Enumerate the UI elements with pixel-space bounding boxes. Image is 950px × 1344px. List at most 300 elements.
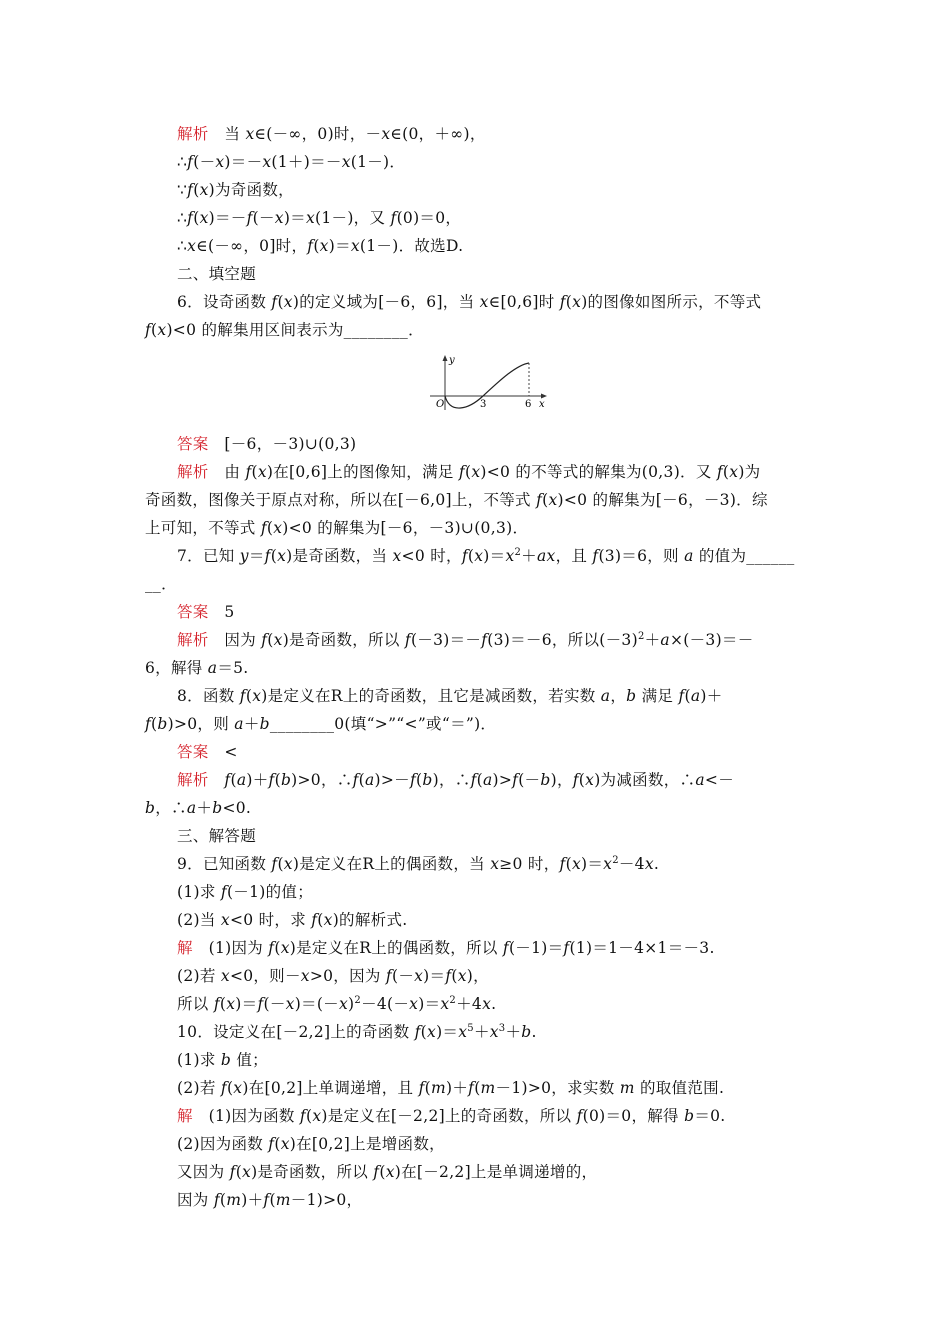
text-run: )为奇函数， <box>208 181 294 199</box>
text-run: 9．已知函数 <box>177 855 272 873</box>
math-variable: x <box>409 995 419 1013</box>
text-run: ( <box>274 939 281 957</box>
text-run: 6．设奇函数 <box>177 293 272 311</box>
math-variable: f <box>311 911 318 929</box>
math-variable: f <box>468 1079 475 1097</box>
text-line <box>177 602 235 622</box>
text-run: 奇函数，图像关于原点对称，所以在[－6,0]上，不等式 <box>145 491 537 509</box>
text-line <box>177 264 256 284</box>
math-variable: f <box>414 1023 421 1041</box>
text-run: ＝5. <box>217 659 249 677</box>
text-run: 10．设定义在[－2,2]上的奇函数 <box>177 1023 415 1041</box>
math-variable: f <box>268 1135 275 1153</box>
math-variable: b <box>212 799 223 817</box>
text-run: ( <box>266 519 274 537</box>
text-run: 的值为______ <box>693 547 795 565</box>
math-variable: x <box>489 1023 499 1041</box>
text-run: )的图像如图所示，不等式 <box>581 293 762 311</box>
text-run: (0)＝0，解得 <box>582 1107 685 1125</box>
text-run: )是定义在R上的偶函数，当 <box>292 855 491 873</box>
text-run: )的解析式. <box>332 911 408 929</box>
math-variable: f <box>239 687 246 705</box>
label-tag: 解 <box>177 1107 193 1125</box>
math-variable: f <box>563 939 570 957</box>
text-run: 又因为 <box>177 1163 230 1181</box>
math-variable: x <box>312 1107 322 1125</box>
text-run: ( <box>684 687 691 705</box>
math-variable: m <box>275 1191 291 1209</box>
text-run: (－ <box>391 967 415 985</box>
math-variable: x <box>440 995 450 1013</box>
text-run: ( <box>565 855 572 873</box>
text-run: )<0 的解集为[－6，－3)∪(0,3)． <box>282 519 529 537</box>
text-run: －1)>0， <box>290 1191 363 1209</box>
text-run: )＝－ <box>224 153 263 171</box>
text-run: )＋ <box>246 771 269 789</box>
text-run <box>209 771 225 789</box>
text-run: (－ <box>518 771 541 789</box>
math-variable: x <box>220 911 230 929</box>
text-run: (2)当 <box>177 911 221 929</box>
text-run: ( <box>313 237 320 255</box>
text-run: )＋ <box>445 1079 469 1097</box>
text-run: (－1)的值； <box>226 883 313 901</box>
math-variable: f <box>187 181 194 199</box>
text-run: )＝ <box>423 967 446 985</box>
text-run: ＋ <box>473 1023 490 1041</box>
text-run: (0)＝0， <box>396 209 462 227</box>
text-line <box>177 292 761 312</box>
math-variable: f <box>268 771 275 789</box>
text-run: ( <box>476 771 483 789</box>
text-run: ( <box>235 1163 243 1181</box>
text-run: )是奇函数，所以 <box>251 1163 374 1181</box>
text-run: 因为 <box>208 631 262 649</box>
text-run: ( <box>151 321 158 339</box>
math-variable: x <box>242 1163 252 1181</box>
math-variable: f <box>307 237 314 255</box>
math-variable: f <box>409 771 417 789</box>
math-variable: a <box>234 715 244 733</box>
text-run: ( <box>565 293 573 311</box>
text-line <box>177 124 486 144</box>
text-run: ( <box>277 855 284 873</box>
text-line <box>145 574 177 594</box>
math-variable: a <box>207 659 218 677</box>
text-run: ( <box>219 995 227 1013</box>
math-variable: b <box>220 1051 232 1069</box>
origin-label: O <box>436 399 445 410</box>
math-variable: f <box>352 771 359 789</box>
math-variable: x <box>338 995 349 1013</box>
text-run: 的取值范围. <box>634 1079 725 1097</box>
text-line <box>177 938 715 958</box>
math-variable: x <box>729 463 739 481</box>
text-run: ( <box>722 463 730 481</box>
text-run: (3)＝6，则 <box>598 547 685 565</box>
text-run: －1)>0，求实数 <box>495 1079 620 1097</box>
math-variable: f <box>260 519 267 537</box>
text-run: ＋ <box>243 715 260 733</box>
label-tag: 答案 <box>177 743 209 761</box>
math-variable: x <box>257 463 267 481</box>
text-run: ( <box>230 771 237 789</box>
text-run: ＝0. <box>694 1107 726 1125</box>
text-run: ( <box>358 771 365 789</box>
math-variable: f <box>245 463 252 481</box>
text-line <box>177 854 659 874</box>
math-variable: f <box>257 995 264 1013</box>
text-run: ＋ <box>644 631 661 649</box>
text-run: )是奇函数，所以 <box>282 631 405 649</box>
math-variable: x <box>274 209 284 227</box>
text-run: (1－)，又 <box>315 209 391 227</box>
text-line <box>177 882 313 902</box>
math-variable: f <box>572 771 579 789</box>
text-run: ( <box>474 1079 481 1097</box>
text-line <box>177 826 256 846</box>
text-run: ( <box>379 1163 386 1181</box>
superscript: 2 <box>449 995 457 1006</box>
function-curve <box>445 363 532 410</box>
math-variable: x <box>427 1023 437 1041</box>
text-run: (－1)＝ <box>508 939 564 957</box>
tick-label-3: 3 <box>480 399 487 410</box>
y-axis-label: y <box>449 355 455 366</box>
x-axis-arrow <box>541 394 547 399</box>
math-variable: f <box>502 939 509 957</box>
text-run: ( <box>317 911 324 929</box>
text-run: ( <box>270 547 278 565</box>
math-variable: b <box>521 1023 532 1041</box>
text-run: 因为 <box>177 1191 214 1209</box>
text-run: ( <box>269 1191 276 1209</box>
text-run: ( <box>193 209 200 227</box>
text-line <box>145 714 496 734</box>
label-tag: 解析 <box>177 771 209 789</box>
text-run: __． <box>145 575 177 593</box>
text-line <box>177 434 356 454</box>
text-run: ( <box>251 463 258 481</box>
text-run: ( <box>267 631 274 649</box>
text-run: (1)求 <box>177 1051 221 1069</box>
math-variable: a <box>482 771 493 789</box>
text-run: －4 <box>618 855 645 873</box>
math-variable: m <box>430 1079 446 1097</box>
text-line <box>177 236 463 256</box>
math-variable: f <box>404 631 411 649</box>
text-line <box>177 546 795 566</box>
text-run: 所以 <box>177 995 214 1013</box>
math-variable: x <box>215 153 225 171</box>
math-variable: x <box>283 293 293 311</box>
text-run: <0. <box>222 799 252 817</box>
y-axis-arrow <box>443 355 448 361</box>
text-run: )＝ <box>483 547 506 565</box>
text-run: )是定义在R上的偶函数，所以 <box>289 939 503 957</box>
math-variable: f <box>261 631 268 649</box>
math-variable: x <box>199 209 209 227</box>
text-run: ( <box>420 1023 428 1041</box>
text-run: ∵ <box>177 181 188 199</box>
text-run: >0，因为 <box>309 967 386 985</box>
text-run: ∴ <box>177 209 188 227</box>
text-run: (3)＝－6，所以(－3) <box>487 631 638 649</box>
text-run: (1－)． <box>350 153 406 171</box>
math-variable: a <box>186 799 197 817</box>
math-variable: a <box>695 771 705 789</box>
math-variable: b <box>684 1107 695 1125</box>
text-line <box>177 462 760 482</box>
math-variable: f <box>373 1163 380 1181</box>
text-run: <0 时， <box>401 547 462 565</box>
text-run: ∈(－∞，0]时， <box>196 237 308 255</box>
math-variable: x <box>273 519 283 537</box>
text-run: )， <box>466 967 489 985</box>
text-run: (1＋)＝－ <box>271 153 342 171</box>
math-variable: f <box>246 209 253 227</box>
math-variable: f <box>187 153 194 171</box>
text-run: )＝－ <box>208 209 247 227</box>
math-variable: f <box>559 293 566 311</box>
text-run: ∴ <box>177 237 188 255</box>
label-tag: 解析 <box>177 125 209 143</box>
label-tag: 答案 <box>177 603 209 621</box>
superscript: 2 <box>514 547 522 558</box>
text-run: )＝ <box>235 995 258 1013</box>
text-run: ( <box>274 1135 281 1153</box>
text-run: ( <box>578 771 586 789</box>
text-run: ＋ <box>505 1023 522 1041</box>
math-variable: x <box>381 125 391 143</box>
text-run: ) <box>348 995 355 1013</box>
math-variable: x <box>385 1163 395 1181</box>
label-tag: 解析 <box>177 463 209 481</box>
text-run: ( <box>226 1079 234 1097</box>
math-variable: x <box>187 237 197 255</box>
text-line <box>177 180 294 200</box>
text-run: )＝(－ <box>294 995 339 1013</box>
math-variable: f <box>299 1107 306 1125</box>
math-variable: x <box>300 967 310 985</box>
math-variable: b <box>540 771 551 789</box>
text-line <box>145 658 249 678</box>
label-tag: 答案 <box>177 435 209 453</box>
math-variable: x <box>457 967 467 985</box>
math-variable: x <box>233 1079 243 1097</box>
text-line <box>177 966 489 986</box>
math-variable: f <box>678 687 685 705</box>
math-variable: a <box>236 771 247 789</box>
math-variable: a <box>600 687 611 705</box>
text-run: ∈(0，＋∞)， <box>390 125 486 143</box>
math-variable: a <box>660 631 670 649</box>
text-run: 上可知，不等式 <box>145 519 261 537</box>
text-run: (－ <box>193 153 216 171</box>
text-line <box>145 490 768 510</box>
math-variable: m <box>619 1079 635 1097</box>
text-run: 7．已知 <box>177 547 240 565</box>
math-variable: x <box>414 967 424 985</box>
text-run: ( <box>424 1079 431 1097</box>
math-variable: f <box>220 883 227 901</box>
math-variable: f <box>458 463 465 481</box>
math-variable: x <box>572 293 582 311</box>
text-run: 6，解得 <box>145 659 208 677</box>
math-variable: x <box>277 547 287 565</box>
math-variable: x <box>323 911 333 929</box>
text-run: )＝ <box>283 209 306 227</box>
text-line <box>177 1050 268 1070</box>
superscript: 2 <box>354 995 362 1006</box>
text-run: 8．函数 <box>177 687 240 705</box>
math-variable: m <box>480 1079 496 1097</box>
text-run: 满足 <box>636 687 679 705</box>
text-run: ＋ <box>196 799 213 817</box>
math-variable: f <box>390 209 397 227</box>
text-run: (1)求 <box>177 883 221 901</box>
math-variable: b <box>422 771 433 789</box>
text-run: 当 <box>208 125 246 143</box>
math-variable: a <box>684 547 694 565</box>
text-run: ＝ <box>248 547 265 565</box>
text-run: (－ <box>252 209 275 227</box>
text-line <box>177 152 405 172</box>
text-run: ∈(－∞，0)时，－ <box>254 125 382 143</box>
math-variable: x <box>305 209 316 227</box>
math-variable: x <box>199 181 209 199</box>
text-line <box>177 770 734 790</box>
text-run: )＝ <box>418 995 441 1013</box>
math-variable: x <box>273 631 283 649</box>
math-variable: x <box>392 547 402 565</box>
text-run: )＋ <box>241 1191 264 1209</box>
math-variable: x <box>482 995 492 1013</box>
math-variable: x <box>644 855 654 873</box>
math-variable: a <box>690 687 701 705</box>
math-variable: x <box>571 855 581 873</box>
superscript: 2 <box>637 631 645 642</box>
text-run: 由 <box>208 463 246 481</box>
math-variable: f <box>385 967 392 985</box>
text-run: ( <box>219 1191 227 1209</box>
text-run: )在[0,6]上的图像知，满足 <box>266 463 459 481</box>
math-variable: x <box>252 687 262 705</box>
math-variable: f <box>576 1107 583 1125</box>
text-run: 值； <box>231 1051 268 1069</box>
text-run: ( <box>451 967 458 985</box>
math-variable: x <box>283 855 293 873</box>
superscript: 3 <box>498 1023 506 1034</box>
text-run: ( <box>277 293 284 311</box>
math-variable: f <box>470 771 477 789</box>
superscript: 2 <box>612 855 619 866</box>
text-run: ( <box>305 1107 313 1125</box>
text-run: )在[－2,2]上是单调递增的， <box>394 1163 598 1181</box>
text-run: )<0 的不等式的解集为(0,3)．又 <box>480 463 717 481</box>
math-variable: f <box>145 321 152 339</box>
text-line <box>145 320 424 340</box>
text-run: ＋ <box>521 547 537 565</box>
text-run: )<0 的解集用区间表示为________． <box>166 321 424 339</box>
math-variable: x <box>285 995 295 1013</box>
text-run: ∈[0,6]时 <box>488 293 560 311</box>
math-variable: f <box>512 771 519 789</box>
math-variable: ax <box>536 547 556 565</box>
text-line <box>145 518 528 538</box>
text-run: )＋ <box>700 687 723 705</box>
math-variable: a <box>364 771 375 789</box>
math-variable: x <box>319 237 329 255</box>
text-run: (2)因为函数 <box>177 1135 269 1153</box>
math-variable: x <box>490 855 500 873</box>
text-run: )＝ <box>580 855 604 873</box>
math-variable: f <box>145 715 152 733</box>
text-run: )，∴ <box>432 771 471 789</box>
text-run: ( <box>245 687 253 705</box>
text-run: )>－ <box>374 771 410 789</box>
text-run: (1)因为函数 <box>192 1107 300 1125</box>
math-variable: f <box>224 771 231 789</box>
math-variable: x <box>245 125 255 143</box>
label-tag: 解析 <box>177 631 209 649</box>
math-variable: b <box>280 771 292 789</box>
text-run: ( <box>467 547 475 565</box>
text-run: <0，则－ <box>229 967 301 985</box>
math-variable: x <box>479 293 489 311</box>
text-run: ( <box>151 715 158 733</box>
math-variable: x <box>220 967 230 985</box>
math-variable: f <box>213 1191 220 1209</box>
math-variable: f <box>268 939 275 957</box>
math-variable: f <box>264 547 271 565</box>
text-line <box>177 208 461 228</box>
math-variable: f <box>461 547 468 565</box>
math-variable: f <box>559 855 566 873</box>
math-variable: x <box>157 321 167 339</box>
math-variable: x <box>474 547 484 565</box>
text-run: ≥0 时， <box>499 855 560 873</box>
text-run: ，∴ <box>155 799 187 817</box>
text-run: )是定义在[－2,2]上的奇函数，所以 <box>321 1107 577 1125</box>
math-variable: f <box>418 1079 425 1097</box>
text-line <box>177 630 754 650</box>
math-variable: x <box>603 855 613 873</box>
text-run: 三、解答题 <box>177 827 257 845</box>
label-tag: 解 <box>177 939 193 957</box>
text-run: (1)因为 <box>192 939 269 957</box>
math-variable: x <box>280 1135 290 1153</box>
text-run: . <box>531 1023 537 1041</box>
text-run: －4(－ <box>361 995 410 1013</box>
text-run: )<0 的解集为[－6，－3)．综 <box>557 491 768 509</box>
text-run: )， <box>550 771 573 789</box>
text-run: )> <box>492 771 513 789</box>
math-variable: f <box>271 293 278 311</box>
text-line <box>177 1078 724 1098</box>
text-run: ( <box>464 463 472 481</box>
math-variable: f <box>716 463 723 481</box>
text-run: )＝ <box>328 237 351 255</box>
math-variable: y <box>239 547 249 565</box>
math-variable: x <box>350 237 360 255</box>
text-run: 二、填空题 <box>177 265 257 283</box>
math-variable: m <box>226 1191 242 1209</box>
text-run: )在[0,2]上是增函数， <box>289 1135 445 1153</box>
text-run: ×(－3)＝－ <box>669 631 754 649</box>
math-variable: f <box>220 1079 227 1097</box>
text-run: ，且 <box>555 547 593 565</box>
